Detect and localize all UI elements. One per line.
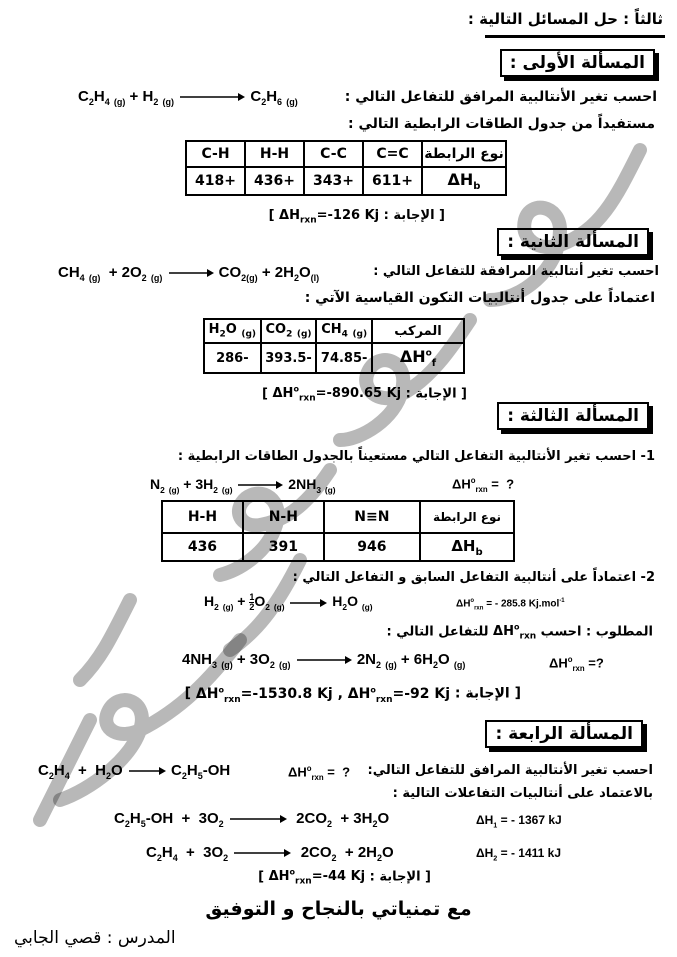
table-cell: 391	[243, 533, 324, 561]
table-cell: نوع الرابطة	[422, 141, 506, 167]
reaction-arrow-icon	[295, 655, 353, 665]
table-cell: N≡N	[324, 501, 420, 533]
p4-dh1: $\Delta H_1$ = - 1367 kJ	[476, 813, 562, 830]
problem-1-tag: المسألة الأولى :	[500, 49, 655, 77]
p4-line1: احسب تغير الأنتالبية المرافق للتفاعل التالي:	[367, 763, 653, 778]
table-cell: H-H	[162, 501, 243, 533]
reaction-arrow-icon	[232, 848, 292, 858]
p3-reaction-1-dh: $\Delta H^o_{rxn}$ = ?	[452, 476, 515, 494]
reaction-arrow-icon	[178, 92, 246, 102]
table-cell: +436	[245, 167, 304, 195]
table-cell: المركب	[372, 319, 464, 343]
p3-reaction-2: $H_2$ $_{(g)}$ + $\frac{1}{2}$ $O_2$ $_{(g)}$ $H_2O$ $_{(g)}$	[204, 592, 373, 612]
problem-4-tag: المسألة الرابعة :	[485, 720, 643, 748]
table-cell: -286	[204, 343, 261, 373]
table-cell: $\Delta H_b$	[422, 167, 506, 195]
table-cell: +418	[186, 167, 245, 195]
p1-line2: مستفيداً من جدول الطاقات الرابطية التالي :	[348, 116, 655, 132]
p3-line1: 1- احسب تغير الأنتالبية التفاعل التالي مستعيناً بالجدول الطاقات الرابطية :	[177, 449, 655, 464]
p2-answer: [ الإجابة : $\Delta H^o_{rxn}=-890.65$ Kj ]	[262, 385, 467, 404]
p3-reaction-2-dh: $\Delta H^o_{rxn}$ = - 285.8 Kj.mol$^{-1}$	[456, 598, 565, 612]
p3-answer: [ الإجابة : $\Delta H^o_{rxn}=-1530.8$ Kj , $\Delta H^o_{rxn}=-92$ Kj ]	[184, 685, 521, 705]
table-cell: نوع الرابطة	[420, 501, 514, 533]
p1-line1: احسب تغير الأنتالبية المرافق للتفاعل التالي :	[344, 89, 657, 105]
section-title: ثالثاً : حل المسائل التالية :	[467, 10, 663, 28]
table-cell: C-H	[186, 141, 245, 167]
p3-reaction-3-dh: $\Delta H^o_{rxn}$ =?	[549, 655, 604, 673]
teacher-name: المدرس : قصي الجابي	[14, 928, 176, 948]
table-cell: $\Delta H^o_f$	[372, 343, 464, 373]
table-cell: +611	[363, 167, 422, 195]
p2-enthalpy-table	[203, 318, 465, 374]
reaction-arrow-icon	[167, 268, 215, 278]
table-cell: $CH_4$ $_{(g)}$	[316, 319, 372, 343]
table-cell: C-C	[304, 141, 363, 167]
table-cell: C=C	[363, 141, 422, 167]
reaction-arrow-icon	[236, 480, 284, 490]
table-cell: N-H	[243, 501, 324, 533]
p4-reaction-a: $C_2H_5-OH + 3O_2$ $2CO_2 + 3H_2O$	[114, 810, 390, 829]
table-cell: $CO_2$ $_{(g)}$	[261, 319, 317, 343]
reaction-arrow-icon	[127, 766, 167, 776]
p2-line2: اعتماداً على جدول أنتالبيات التكون القياسية الآتي :	[304, 290, 655, 306]
p3-bond-table	[161, 500, 515, 562]
p3-line3: المطلوب : احسب $\Delta H^o_{rxn}$ للتفاعل التالي :	[386, 623, 653, 642]
reaction-arrow-icon	[288, 598, 328, 608]
table-cell: +343	[304, 167, 363, 195]
table-cell: 436	[162, 533, 243, 561]
title-underline	[485, 35, 665, 38]
table-cell: H-H	[245, 141, 304, 167]
p3-reaction-1: $N_2$ $_{(g)} + 3H_2$ $_{(g)}$ $2NH_3$ $_{(g)}$	[150, 476, 336, 495]
p1-answer: [ الإجابة : $\Delta H_{rxn}=-126$ Kj ]	[268, 208, 445, 226]
p4-dh2: $\Delta H_2$ = - 1411 kJ	[476, 846, 562, 863]
table-cell: $H_2O$ $_{(g)}$	[204, 319, 261, 343]
p3-reaction-3: $4NH_3$ $_{(g)} + 3O_2$ $_{(g)}$ $2N_2$ $_{(g)} + 6H_2O$ $_{(g)}$	[182, 651, 466, 670]
p4-reaction-b: $C_2H_4 + 3O_2$ $2CO_2 + 2H_2O$	[146, 844, 394, 863]
p2-line1: احسب تغير أنتالبية المرافقة للتفاعل التالي :	[373, 264, 659, 279]
table-cell: -74.85	[316, 343, 372, 373]
table-cell: $\Delta H_b$	[420, 533, 514, 561]
table-cell: -393.5	[261, 343, 317, 373]
p1-reaction: $C_2H_4$ $_{(g)} + H_2$ $_{(g)}$ $C_2H_6$ $_{(g)}$	[78, 88, 298, 107]
p4-reaction-dh: $\Delta H^o_{rxn}$ = ?	[288, 764, 351, 782]
p4-answer: [ الإجابة : $\Delta H^o_{rxn}=-44$ Kj ]	[258, 868, 431, 887]
problem-2-tag: المسألة الثانية :	[497, 228, 649, 256]
p3-line2: 2- اعتماداً على أنتالبية التفاعل السابق و التفاعل التالي :	[292, 570, 655, 585]
table-cell: 946	[324, 533, 420, 561]
p2-reaction: $CH_4$ $_{(g)} + 2O_2$ $_{(g)}$ $CO_{2(g)} + 2H_2O_{(l)}$	[58, 264, 320, 283]
problem-3-tag: المسألة الثالثة :	[497, 402, 649, 430]
closing-wish: مع تمنياتي بالنجاح و التوفيق	[205, 898, 472, 920]
p4-line2: بالاعتماد على أنتالبيات التفاعلات التالية :	[392, 786, 653, 801]
p4-reaction: $C_2H_4 + H_2O$ $C_2H_5-OH$	[38, 762, 231, 781]
reaction-arrow-icon	[228, 814, 288, 824]
p1-bond-table	[185, 140, 507, 196]
